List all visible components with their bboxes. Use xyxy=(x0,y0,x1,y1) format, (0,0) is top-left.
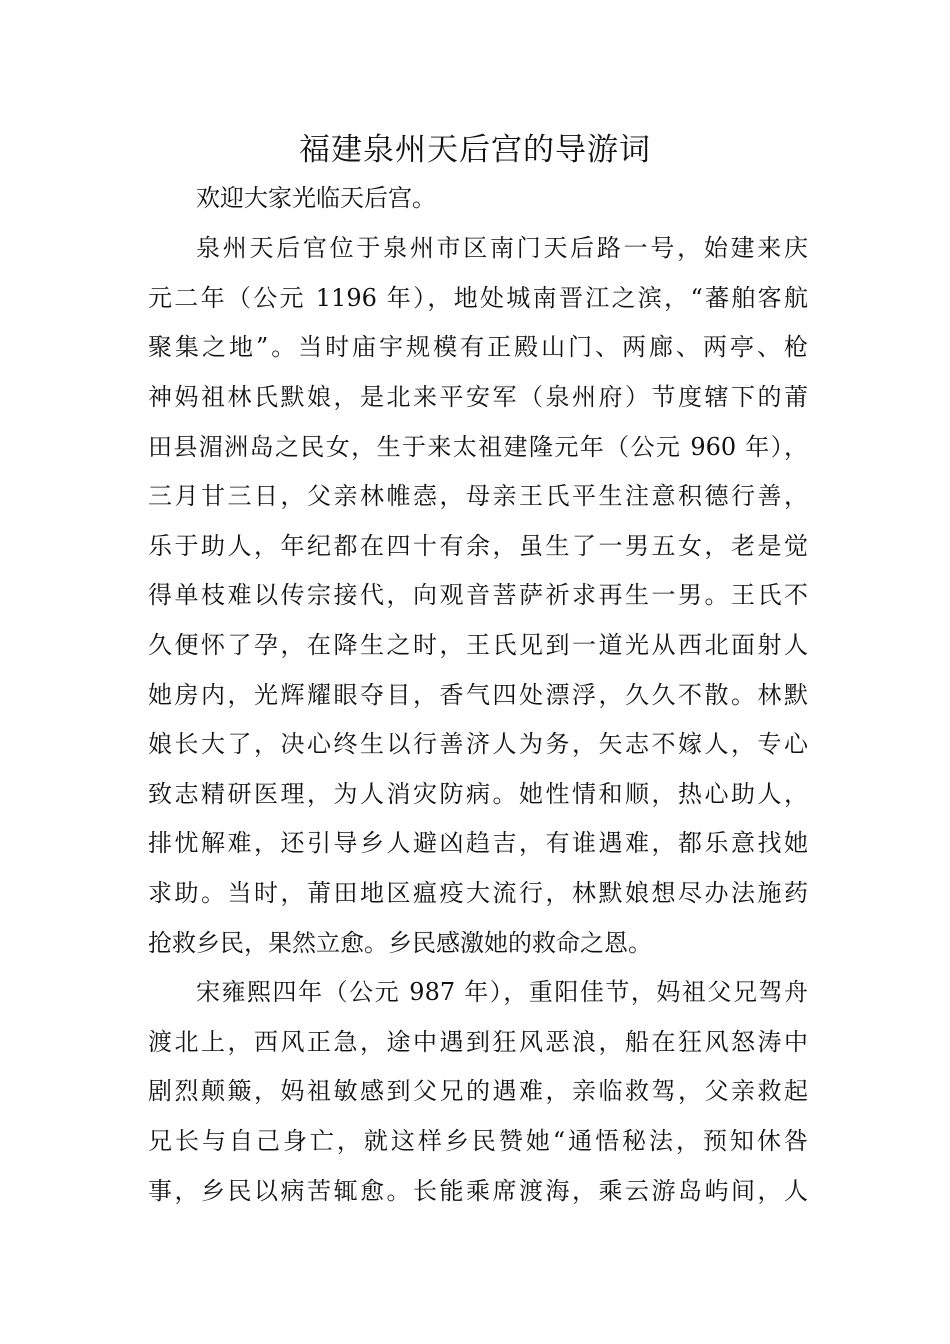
document-title: 福建泉州天后宫的导游词 xyxy=(299,132,651,168)
paragraph-line: 致志精研医理，为人消灾防病。她性情和顺，热心助人， xyxy=(148,780,808,808)
paragraph-line: 娘长大了，决心终生以行善济人为务，矢志不嫁人，专心 xyxy=(148,730,808,758)
paragraph-line: 欢迎大家光临天后宫。 xyxy=(196,184,436,212)
paragraph-line: 泉州天后官位于泉州市区南门天后路一号，始建来庆 xyxy=(196,234,808,262)
paragraph-line: 排忧解难，还引导乡人避凶趋吉，有谁遇难，都乐意找她 xyxy=(148,829,808,857)
paragraph-line: 兄长与自己身亡，就这样乡民赞她“通悟秘法，预知休咎 xyxy=(148,1127,808,1155)
paragraph-line: 得单枝难以传宗接代，向观音菩萨祈求再生一男。王氏不 xyxy=(148,581,808,609)
paragraph-line: 三月甘三日，父亲林帷悫，母亲王氏平生注意积德行善， xyxy=(148,482,808,510)
paragraph-line: 神妈祖林氏默娘，是北来平安军（泉州府）节度辖下的莆 xyxy=(148,383,808,411)
paragraph-line: 她房内，光辉耀眼夺目，香气四处漂浮，久久不散。林默 xyxy=(148,681,808,709)
paragraph-line: 渡北上，西风正急，途中遇到狂风恶浪，船在狂风怒涛中 xyxy=(148,1028,808,1056)
paragraph-line: 宋雍熙四年（公元 987 年），重阳佳节，妈祖父兄驾舟 xyxy=(196,978,808,1006)
paragraph-line: 元二年（公元 1196 年），地处城南晋江之滨，“蕃舶客航 xyxy=(148,284,808,312)
paragraph-line: 剧烈颠簸，妈祖敏感到父兄的遇难，亲临救驾，父亲救起 xyxy=(148,1077,808,1105)
paragraph-line: 田县湄洲岛之民女，生于来太祖建隆元年（公元 960 年）， xyxy=(148,433,808,461)
paragraph-line: 久便怀了孕，在降生之时，王氏见到一道光从西北面射人 xyxy=(148,631,808,659)
paragraph-line: 聚集之地”。当时庙宇规模有正殿山门、两廊、两亭、枪 xyxy=(148,333,808,361)
paragraph-line: 求助。当时，莆田地区瘟疫大流行，林默娘想尽办法施药 xyxy=(148,879,808,907)
paragraph-line: 事，乡民以病苦辄愈。长能乘席渡海，乘云游岛屿间，人 xyxy=(148,1177,808,1205)
paragraph-line: 抢救乡民，果然立愈。乡民感激她的救命之恩。 xyxy=(148,929,652,957)
paragraph-line: 乐于助人，年纪都在四十有余，虽生了一男五女，老是觉 xyxy=(148,532,808,560)
